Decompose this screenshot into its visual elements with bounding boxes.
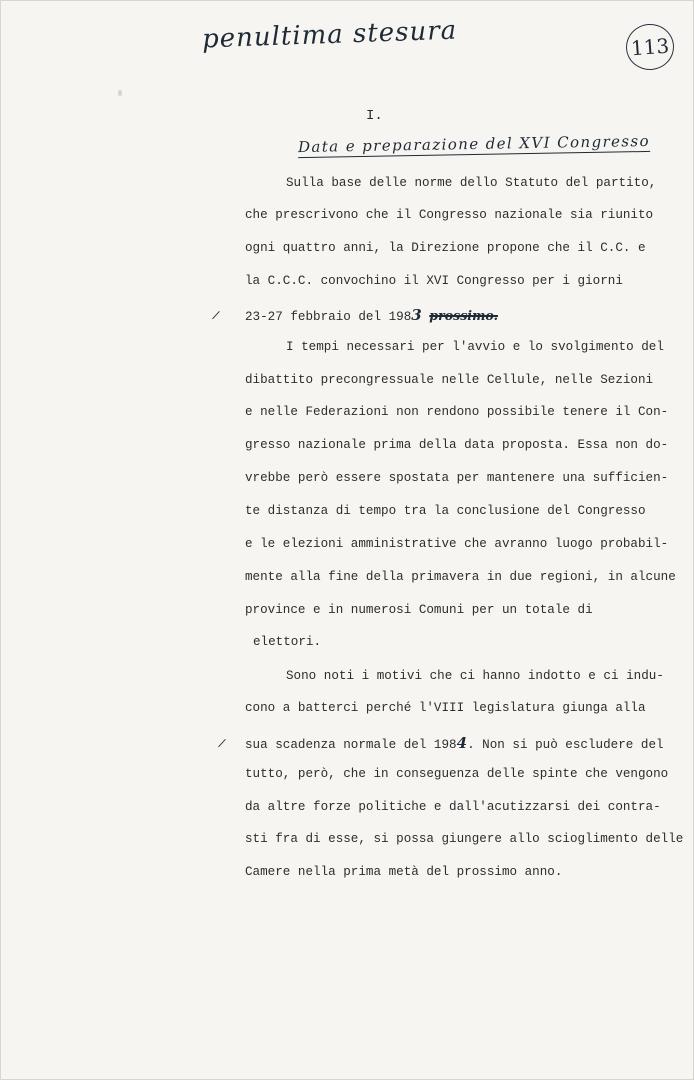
paragraph2-line: e le elezioni amministrative che avranno luogo probabil- [245,537,669,551]
paragraph1-line: ogni quattro anni, la Direzione propone che il C.C. e [245,241,646,255]
paragraph2-line: dibattito precongressuale nelle Cellule, nelle Sezioni [245,373,654,387]
margin-tick-mark: / [217,735,227,751]
paragraph3-line: Camere nella prima metà del prossimo anno. [245,865,563,879]
handwritten-heading: Data e preparazione del XVI Congresso [297,131,651,157]
paper-smudge [118,90,122,96]
paragraph2-line: gresso nazionale prima della data proposta. Essa non do- [245,438,669,452]
paragraph2-line: mente alla fine della primavera in due regioni, in alcune [245,570,676,584]
paragraph2-line: elettori. [253,635,322,649]
paragraph2-line: province e in numerosi Comuni per un totale di [245,603,593,617]
paragraph1-last-line [245,306,498,324]
paragraph3-line: Sono noti i motivi che ci hanno indotto e ci indu- [286,669,664,683]
paragraph3-line: tutto, però, che in conseguenza delle spinte che vengono [245,767,669,781]
paragraph2-line: vrebbe però essere spostata per mantenere una sufficien- [245,471,669,485]
handwritten-title: penultima stesura [201,15,458,55]
handwritten-correction: 3 [411,306,422,324]
sentence-text: . Non si può escludere del [467,738,664,752]
paragraph2-line: I tempi necessari per l'avvio e lo svolgimento del [286,340,664,354]
margin-tick-mark: / [211,307,221,323]
paragraph3-line: cono a batterci perché l'VIII legislatura giunga alla [245,701,646,715]
paragraph1-line: Sulla base delle norme dello Statuto del partito, [286,176,657,190]
date-text: 23-27 febbraio del 198 [245,310,412,324]
paragraph3-line-corrected [245,734,664,752]
page-number-circle [624,22,675,71]
paragraph1-line: la C.C.C. convochino il XVI Congresso per i giorni [245,274,623,288]
paragraph3-line: sti fra di esse, si possa giungere allo scioglimento delle [245,832,684,846]
year-text: sua scadenza normale del 198 [245,738,457,752]
page-number: 113 [630,33,670,61]
struck-word: prossimo. [429,308,498,323]
section-number: I. [366,108,383,124]
paragraph1-line: che prescrivono che il Congresso nazionale sia riunito [245,208,654,222]
paragraph2-line: e nelle Federazioni non rendono possibile tenere il Con- [245,405,669,419]
paragraph2-line: te distanza di tempo tra la conclusione del Congresso [245,504,646,518]
paragraph3-line: da altre forze politiche e dall'acutizzarsi dei contra- [245,800,661,814]
handwritten-correction: 4 [456,734,468,752]
